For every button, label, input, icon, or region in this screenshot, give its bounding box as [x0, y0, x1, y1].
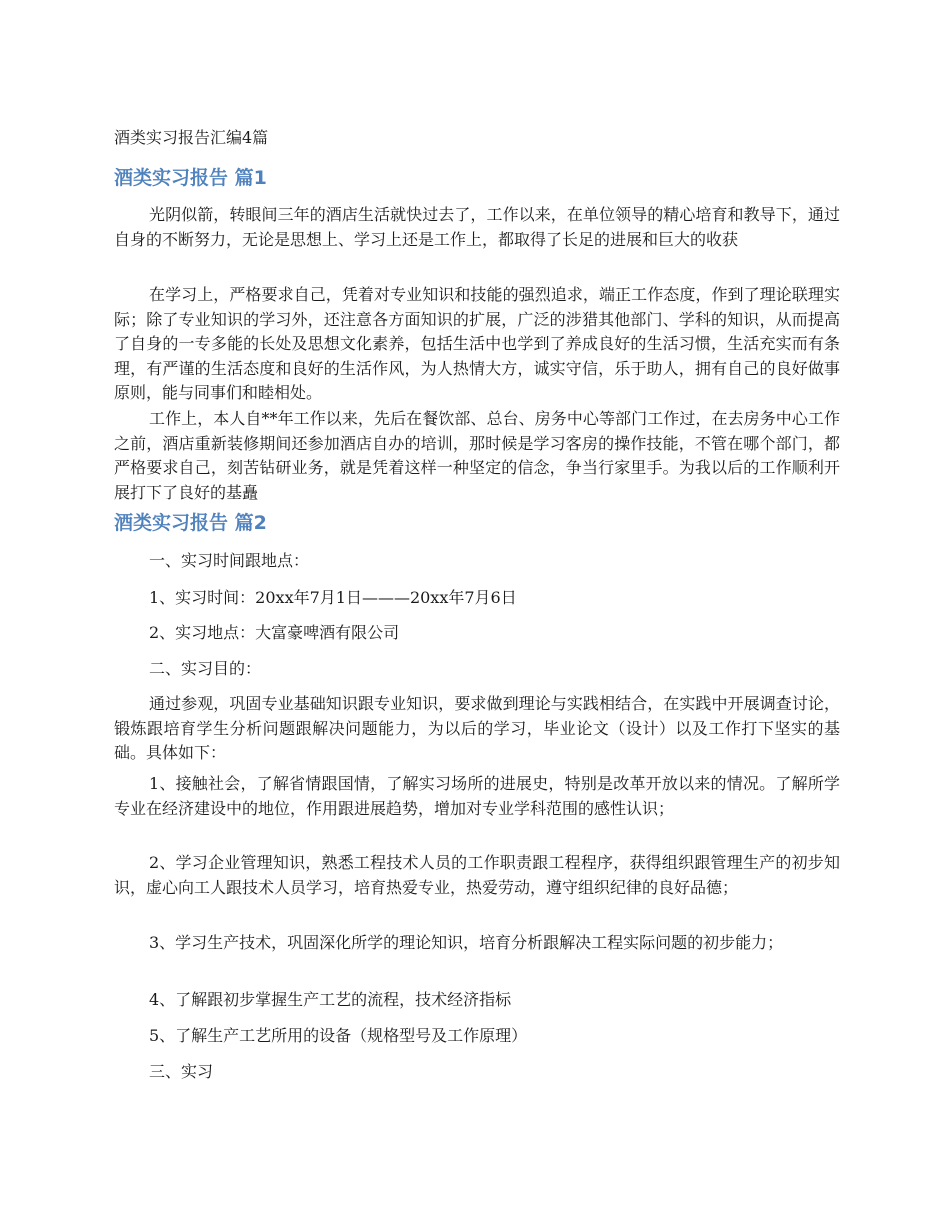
- section2-paragraph: 一、实习时间跟地点：: [149, 551, 310, 570]
- section2-paragraph: 2、学习企业管理知识，熟悉工程技术人员的工作职责跟工程程序，获得组织跟管理生产的初步知识，虚心向工人跟技术人员学习，培育热爱专业，热爱劳动，遵守组织纪律的良好品德；: [114, 853, 840, 897]
- section2-paragraph: 2、实习地点：大富豪啤酒有限公司: [149, 623, 400, 642]
- section2-paragraph: 3、学习生产技术，巩固深化所学的理论知识，培育分析跟解决工程实际问题的初步能力；: [149, 933, 784, 952]
- section2-paragraph: 三、实习: [149, 1062, 214, 1081]
- section1-paragraph: 光阴似箭，转眼间三年的酒店生活就快过去了，工作以来，在单位领导的精心培育和教导下，通过自身的不断努力，无论是思想上、学习上还是工作上，都取得了长足的进展和巨大的收获: [114, 205, 840, 249]
- section-heading-2: 酒类实习报告 篇2: [114, 512, 267, 534]
- section2-paragraph: 通过参观，巩固专业基础知识跟专业知识，要求做到理论与实践相结合，在实践中开展调查讨论，锻炼跟培育学生分析问题跟解决问题能力，为以后的学习，毕业论文（设计）以及工作打下坚实的基础。具体如下：: [114, 694, 840, 762]
- section2-paragraph: 二、实习目的：: [149, 659, 262, 678]
- section1-paragraph: 在学习上，严格要求自己，凭着对专业知识和技能的强烈追求，端正工作态度，作到了理论联理实际；除了专业知识的学习外，还注意各方面知识的扩展，广泛的涉猎其他部门、学科的知识，从而提高了自身的一专多能的长处及思想文化素养，包括生活中也学到了养成良好的生活习惯，生活充实而有条理，有严谨的生活态度和良好的生活作风，为人热情大方，诚实守信，乐于助人，拥有自己的良好做事原则，能与同事们和睦相处。: [114, 285, 840, 402]
- section2-paragraph: 1、接触社会，了解省情跟国情，了解实习场所的进展史，特别是改革开放以来的情况。了解所学专业在经济建设中的地位，作用跟进展趋势，增加对专业学科范围的感性认识；: [114, 774, 840, 818]
- section1-paragraph: 工作上，本人自**年工作以来，先后在餐饮部、总台、房务中心等部门工作过，在去房务中心工作之前，酒店重新装修期间还参加酒店自办的培训，那时候是学习客房的操作技能，不管在哪个部门，都严格要求自己，刻苦钻研业务，就是凭着这样一种坚定的信念，争当行家里手。为我以后的工作顺利开展打下了良好的基矗: [114, 409, 840, 502]
- document-title: 酒类实习报告汇编4篇: [114, 128, 269, 147]
- section2-paragraph: 4、了解跟初步掌握生产工艺的流程，技术经济指标: [149, 990, 512, 1009]
- section2-paragraph: 1、实习时间：20xx年7月1日———20xx年7月6日: [149, 588, 517, 607]
- section2-paragraph: 5、了解生产工艺所用的设备（规格型号及工作原理）: [149, 1026, 528, 1045]
- section-heading-1: 酒类实习报告 篇1: [114, 167, 267, 189]
